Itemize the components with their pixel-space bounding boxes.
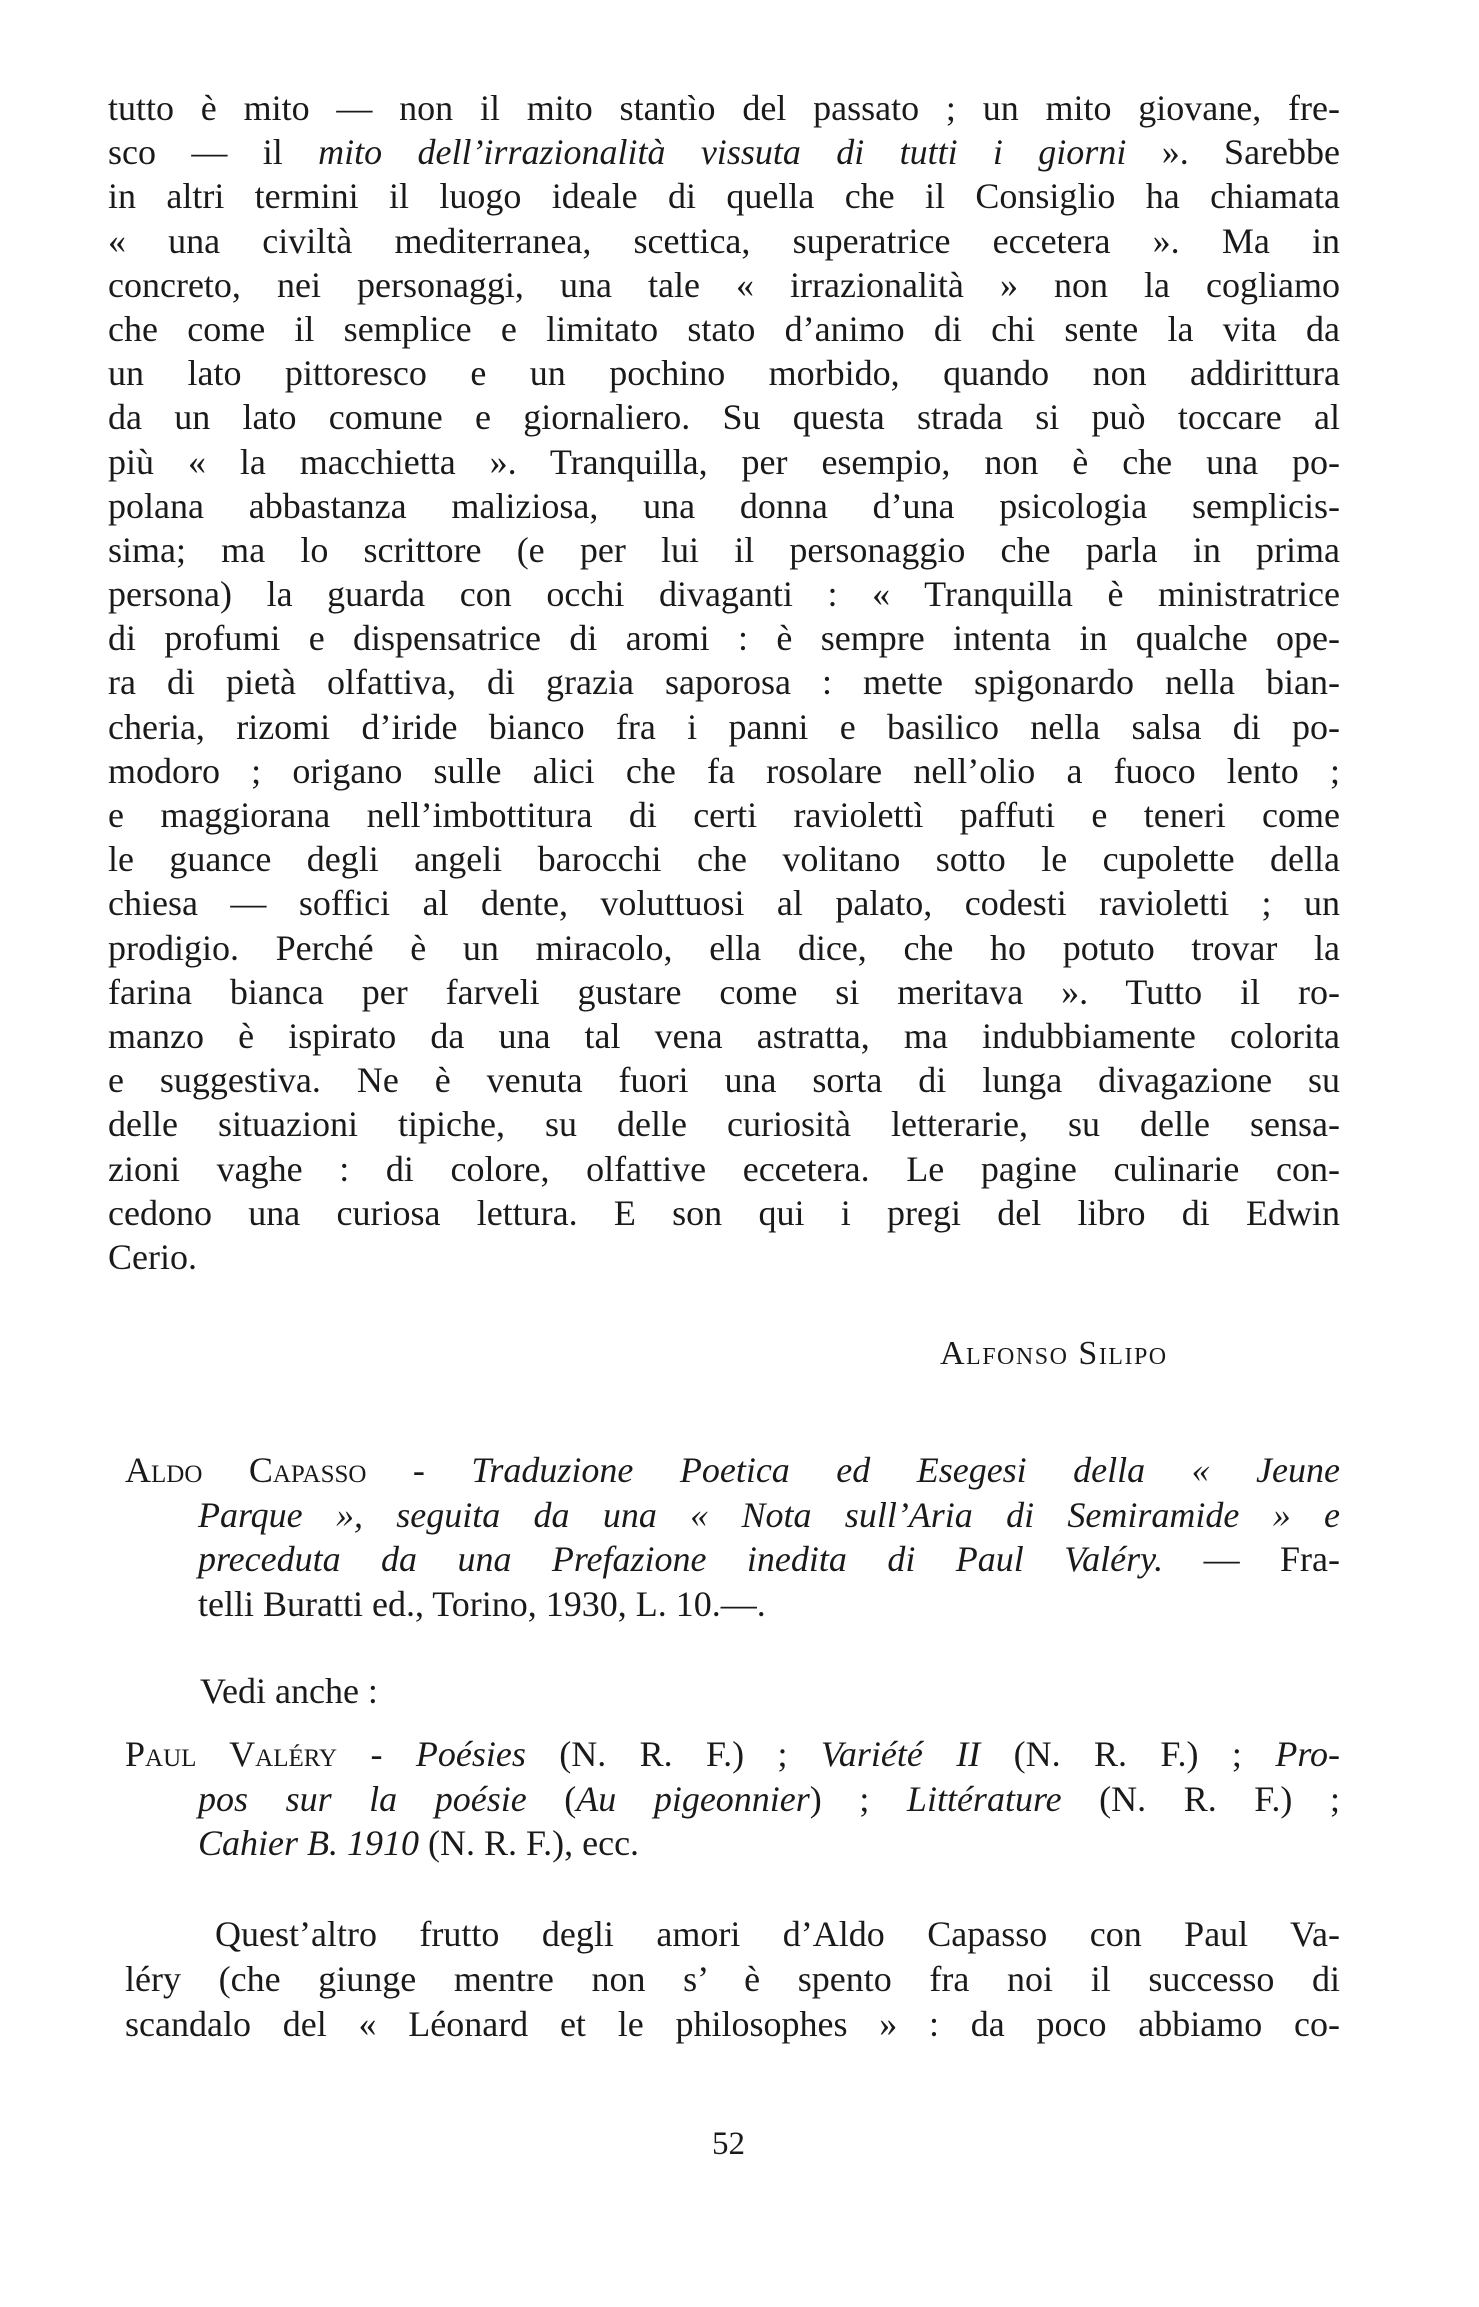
entry-line xyxy=(125,1537,1340,1582)
entry-text: (N. R. F.) ; xyxy=(980,1734,1276,1774)
text-line: delle situazioni tipiche, su delle curiosità letterarie, su delle sensa- xyxy=(108,1104,1340,1145)
entry-separator: - xyxy=(366,1450,472,1490)
text-line: che come il semplice e limitato stato d’animo di chi sente la vita da xyxy=(108,308,1340,349)
text-line: zioni vaghe : di colore, olfattive eccetera. Le pagine culinarie con- xyxy=(108,1148,1340,1189)
text-line: farina bianca per farveli gustare come si meritava ». Tutto il ro- xyxy=(108,971,1340,1012)
text-line: le guance degli angeli barocchi che volitano sotto le cupolette della xyxy=(108,839,1340,880)
page-number: 52 xyxy=(712,2126,745,2162)
text-line: sima; ma lo scrittore (e per lui il personaggio che parla in prima xyxy=(108,529,1340,570)
text-line: ra di pietà olfattiva, di grazia saporosa : mette spigonardo nella bian- xyxy=(108,662,1340,703)
review-paragraph xyxy=(108,86,1340,1279)
text-line: chiesa — soffici al dente, voluttuosi al palato, codesti ravioletti ; un xyxy=(108,883,1340,924)
entry-title: pos sur la poésie xyxy=(198,1778,527,1819)
text-line: prodigio. Perché è un miracolo, ella dice, che ho potuto trovar la xyxy=(108,927,1340,968)
text-line: più « la macchietta ». Tranquilla, per esempio, non è che una po- xyxy=(108,441,1340,482)
entry-title: Littérature xyxy=(906,1778,1062,1819)
text-line: manzo è ispirato da una tal vena astratta, ma indubbiamente colorita xyxy=(108,1015,1340,1056)
see-also-label: Vedi anche : xyxy=(200,1671,378,1711)
entry-line xyxy=(125,1732,1340,1777)
entry-text: (N. R. F.) ; xyxy=(525,1734,821,1774)
entry-line xyxy=(125,1448,1340,1493)
entry-title: Au pigeonnier xyxy=(576,1778,810,1819)
text-line: e suggestiva. Ne è venuta fuori una sorta di lunga divagazione su xyxy=(108,1060,1340,1101)
text-line: persona) la guarda con occhi divaganti : « Tranquilla è ministratrice xyxy=(108,574,1340,615)
entry-line xyxy=(125,1821,1340,1866)
entry-text: (N. R. F.), ecc. xyxy=(419,1823,640,1863)
entry-title: Poésies xyxy=(415,1734,526,1774)
entry-title: Pro- xyxy=(1275,1734,1340,1774)
final-paragraph xyxy=(125,1912,1340,2047)
text-line: da un lato comune e giornaliero. Su questa strada si può toccare al xyxy=(108,397,1340,438)
entry-author: Aldo Capasso xyxy=(125,1450,367,1490)
entry-title: Cahier B. 1910 xyxy=(198,1823,419,1863)
entry-title: Variété II xyxy=(820,1734,981,1774)
text-line: un lato pittoresco e un pochino morbido, quando non addirittura xyxy=(108,353,1340,394)
text-line: léry (che giunge mentre non s’ è spento fra noi il successo di xyxy=(125,1959,1340,1999)
text-line: « una civiltà mediterranea, scettica, superatrice eccetera ». Ma in xyxy=(108,220,1340,261)
text-line: cheria, rizomi d’iride bianco fra i panni e basilico nella salsa di po- xyxy=(108,706,1340,747)
text-line: e maggiorana nell’imbottitura di certi raviolettì paffuti e teneri come xyxy=(108,795,1340,835)
text-line: di profumi e dispensatrice di aromi : è sempre intenta in qualche ope- xyxy=(108,618,1340,659)
entry-line xyxy=(125,1777,1340,1822)
entry-text: ) ; xyxy=(809,1778,907,1819)
text-line: cedono una curiosa lettura. E son qui i pregi del libro di Edwin xyxy=(108,1192,1340,1233)
text-line: concreto, nei personaggi, una tale « irrazionalità » non la cogliamo xyxy=(108,264,1340,305)
entry-author: Paul Valéry xyxy=(125,1734,338,1774)
text-line: scandalo del « Léonard et le philosophes » : da poco abbiamo co- xyxy=(125,2004,1340,2044)
text-line: polana abbastanza maliziosa, una donna d’una psicologia semplicis- xyxy=(108,485,1340,526)
entry-title: preceduta da una Prefazione inedita di Paul Valéry. xyxy=(198,1539,1164,1579)
bibliography-entry-valery xyxy=(125,1732,1340,1866)
bibliography-entry-capasso xyxy=(125,1448,1340,1626)
entry-title: Traduzione Poetica ed Esegesi della « Jeune xyxy=(471,1450,1340,1490)
entry-line: Parque », seguita da una « Nota sull’Aria di Semiramide » e xyxy=(198,1494,1340,1535)
entry-text: (N. R. F.) ; xyxy=(1061,1778,1340,1819)
review-signature: Alfonso Silipo xyxy=(940,1335,1168,1372)
text-line: Cerio. xyxy=(108,1236,197,1277)
entry-text: — Fra- xyxy=(1163,1539,1340,1579)
entry-separator: - xyxy=(337,1734,416,1774)
text-line: in altri termini il luogo ideale di quella che il Consiglio ha chiamata xyxy=(108,176,1340,217)
entry-line: telli Buratti ed., Torino, 1930, L. 10.—. xyxy=(198,1583,766,1624)
text-line: tutto è mito — non il mito stantìo del passato ; un mito giovane, fre- xyxy=(108,88,1340,128)
text-line: modoro ; origano sulle alici che fa rosolare nell’olio a fuoco lento ; xyxy=(108,750,1340,791)
text-line: Quest’altro frutto degli amori d’Aldo Capasso con Paul Va- xyxy=(215,1914,1340,1954)
entry-text: ( xyxy=(526,1778,577,1819)
text-line: sco — il mito dell’irrazionalità vissuta di tutti i giorni ». Sarebbe xyxy=(108,132,1341,173)
